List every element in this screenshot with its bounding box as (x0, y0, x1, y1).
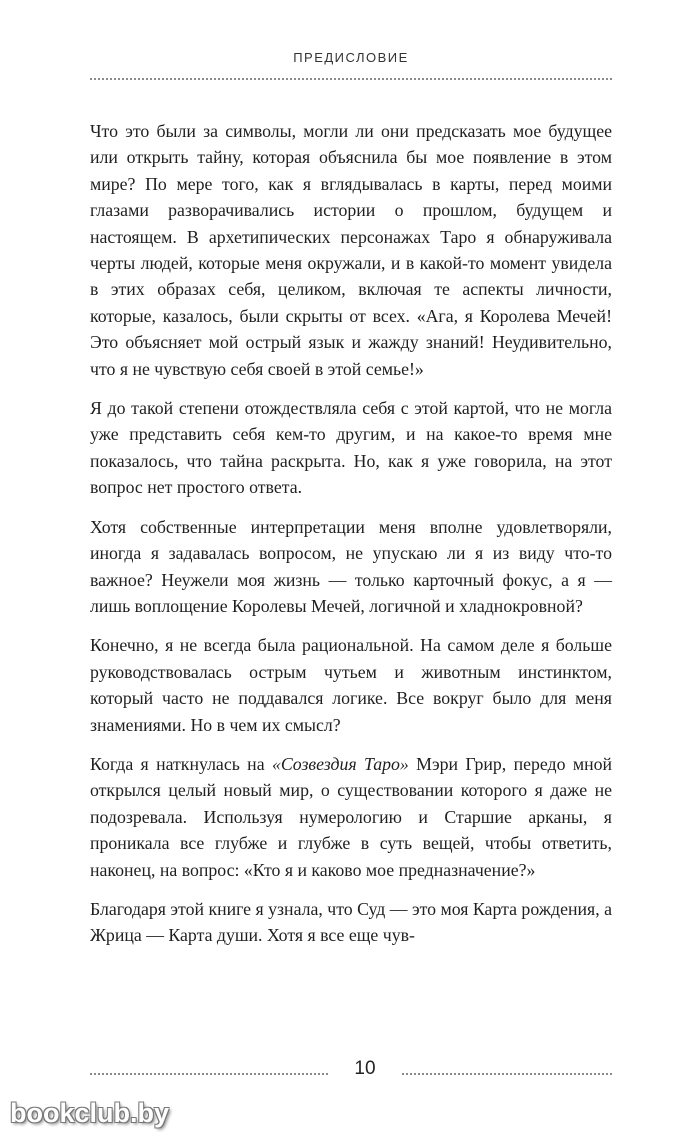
paragraph-4: Конечно, я не всегда была рациональной. На самом деле я больше руководствовалась острым чутьем и животным инстинктом, который часто не поддавался логике. Все вокруг было для меня знамениями. Но в чем их смысл? (90, 635, 612, 735)
paragraph-3: Хотя собственные интерпретации меня вполне удовлетворяли, иногда я задавалась вопросом, не упускаю ли я из виду что-то важное? Неужели моя жизнь — только карточный фокус, а я — лишь воплощение Королевы Мечей, логичной и хладнокровной? (90, 516, 612, 616)
paragraph-5-start: Когда я наткнулась на (90, 753, 272, 774)
footer-dotted-rule-left (90, 1073, 328, 1075)
watermark-logo: bookclub.by (10, 1098, 170, 1128)
header-dotted-rule (90, 78, 612, 80)
paragraph-5-end: Мэри Грир, передо мной открылся целый новый мир, о существовании которого я даже не подозревала. Используя нумерологию и Старшие арканы, я проникала все глубже и глубже в суть вещей, чтобы ответить, наконец, на вопрос: «Кто я и каково мое предназначение?» (90, 753, 613, 880)
paragraph-1: Что это были за символы, могли ли они предсказать мое будущее или открыть тайну, которая объяснила бы мое появление в этом мире? По мере того, как я вглядывалась в карты, перед моими глазами разворачивались истории о прошлом, будущем и настоящем. В архетипических персонажах Таро я обнаруживала черты людей, которые меня окружали, и в какой-то момент увидела в этих образах себя, целиком, включая те аспекты личности, которые, казалось, были скрыты от всех. «Ага, я Королева Мечей! Это объясняет мой острый язык и жажду знаний! Неудивительно, что я не чувствую себя своей в этой семье!» (90, 121, 612, 379)
paragraph-5 (90, 751, 612, 883)
paragraph-2: Я до такой степени отождествляла себя с этой картой, что не могла уже представить себя кем-то другим, и на какое-то время мне показалось, что тайна раскрыта. Но, как я уже говорила, на этот вопрос нет простого ответа. (90, 398, 612, 498)
page-number: 10 (354, 1058, 376, 1079)
page-body (90, 118, 612, 962)
running-header: ПРЕДИСЛОВИЕ (293, 50, 409, 65)
paragraph-6: Благодаря этой книге я узнала, что Суд — это моя Карта рождения, а Жрица — Карта души. Хотя я все еще чув- (90, 898, 612, 946)
footer-dotted-rule-right (402, 1073, 612, 1075)
book-title-italic: «Созвездия Таро» (271, 753, 409, 774)
